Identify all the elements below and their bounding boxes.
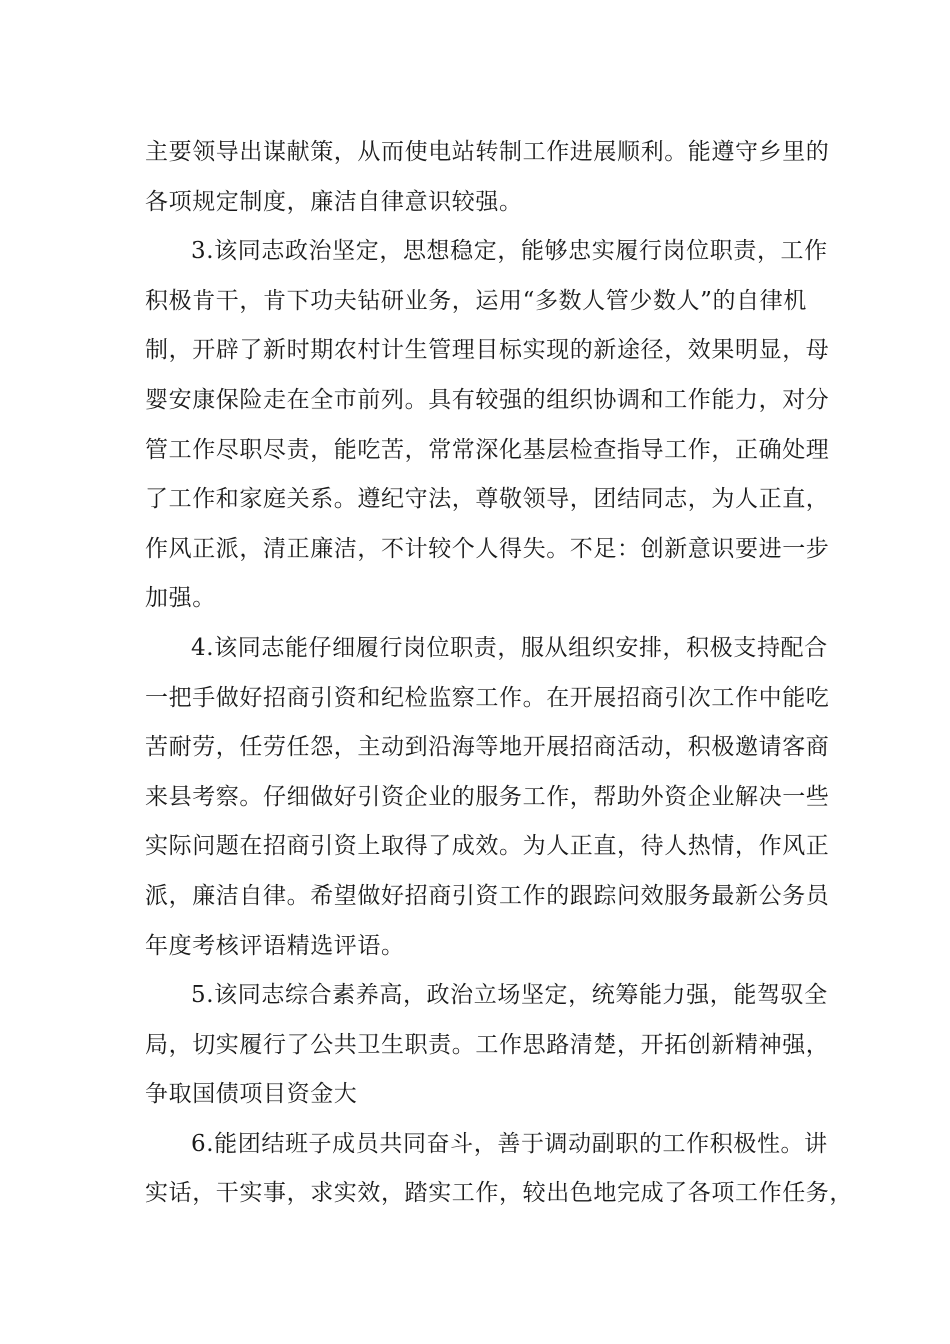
text-line: 管工作尽职尽责，能吃苦，常常深化基层检查指导工作，正确处理	[145, 436, 830, 463]
text-line: 一把手做好招商引资和纪检监察工作。在开展招商引次工作中能吃	[145, 684, 830, 711]
text-line: 苦耐劳，任劳任怨，主动到沿海等地开展招商活动，积极邀请客商	[145, 734, 830, 761]
text-line: 婴安康保险走在全市前列。具有较强的组织协调和工作能力，对分	[145, 386, 830, 413]
text-line: 4.该同志能仔细履行岗位职责，服从组织安排，积极支持配合	[191, 634, 828, 661]
paragraph-item-4	[145, 624, 830, 971]
text-line: 各项规定制度，廉洁自律意识较强。	[145, 188, 523, 215]
text-line: 主要领导出谋献策，从而使电站转制工作进展顺利。能遵守乡里的	[145, 139, 830, 165]
text-line: 来县考察。仔细做好引资企业的服务工作，帮助外资企业解决一些	[145, 783, 830, 810]
text-line: 年度考核评语精选评语。	[145, 932, 405, 959]
text-line: 作风正派，清正廉洁，不计较个人得失。不足：创新意识要进一步	[145, 535, 830, 562]
text-line: 局，切实履行了公共卫生职责。工作思路清楚，开拓创新精神强，	[145, 1031, 830, 1058]
text-line: 6.能团结班子成员共同奋斗，善于调动副职的工作积极性。讲	[191, 1130, 828, 1157]
text-line: 实际问题在招商引资上取得了成效。为人正直，待人热情，作风正	[145, 833, 830, 860]
text-line: 加强。	[145, 585, 216, 612]
document-body	[145, 128, 853, 1219]
paragraph-continued	[145, 128, 830, 227]
text-line: 争取国债项目资金大	[145, 1081, 358, 1108]
text-line: 派，廉洁自律。希望做好招商引资工作的跟踪问效服务最新公务员	[145, 882, 830, 909]
paragraph-item-5	[145, 971, 830, 1120]
text-line: 3.该同志政治坚定，思想稳定，能够忠实履行岗位职责，工作	[191, 238, 828, 265]
text-line: 了工作和家庭关系。遵纪守法，尊敬领导，团结同志，为人正直，	[145, 486, 830, 513]
paragraph-item-6	[145, 1120, 853, 1219]
text-line: 5.该同志综合素养高，政治立场坚定，统筹能力强，能驾驭全	[191, 982, 828, 1009]
paragraph-item-3	[145, 227, 830, 624]
text-line: 制，开辟了新时期农村计生管理目标实现的新途径，效果明显，母	[145, 337, 830, 364]
text-line: 积极肯干，肯下功夫钻研业务，运用“多数人管少数人”的自律机	[145, 287, 807, 314]
text-line: 实话，干实事，求实效，踏实工作，较出色地完成了各项工作任务，	[145, 1180, 853, 1207]
